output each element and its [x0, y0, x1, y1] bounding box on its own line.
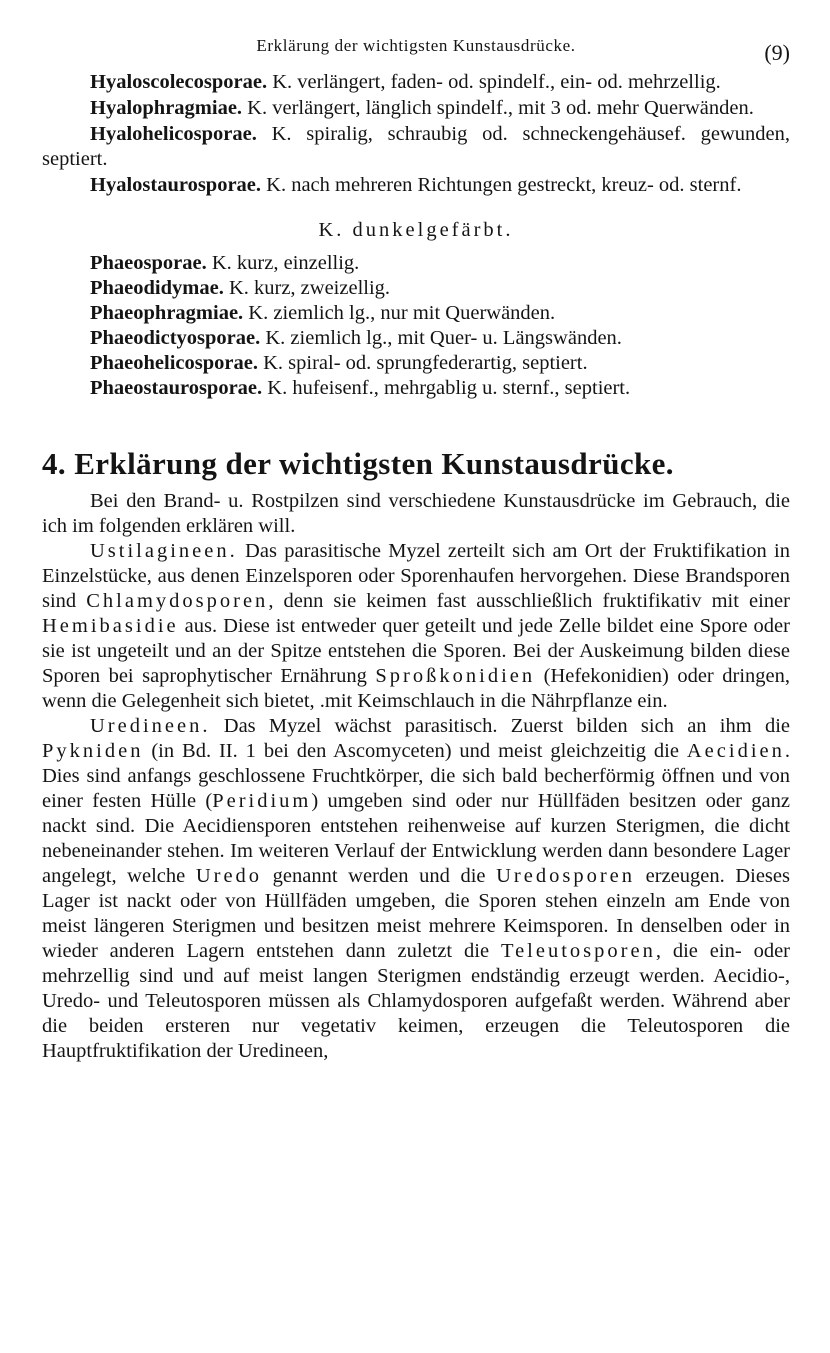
- key-description: K. kurz, zweizellig.: [223, 277, 391, 299]
- spaced-term: Uredosporen: [496, 865, 636, 887]
- key-term: Phaeosporae.: [90, 252, 207, 274]
- key-term: Phaeophragmiae.: [90, 302, 244, 324]
- phaeo-key: [42, 251, 790, 401]
- uredineen-paragraph: Uredineen. Das Myzel wächst parasitisch. Zuerst bilden sich an ihm die Pykniden (in Bd. II. 1 bei den Ascomyceten) und meist gleichzeitig die Aecidien. Dies sind anfangs geschlossene Fruchtkörper, die sich bald becherförmig öffnen und von einer festen Hülle (Peridium) umgeben sind oder nur Hüllfäden besitzen oder ganz nackt sind. Die Aecidiensporen entstehen reihenweise auf kurzen Sterigmen, die dicht nebeneinander stehen. Im weiteren Verlauf der Entwicklung werden dann besondere Lager angelegt, welche Uredo genannt werden und die Uredosporen erzeugen. Dieses Lager ist nackt oder von Hüllfäden umgeben, die Sporen stehen einzeln am Ende von meist längeren Sterigmen und besitzen meist mehrere Keimsporen. In denselben oder in wieder anderen Lagern entstehen dann zuletzt die Teleutosporen, die ein- oder mehrzellig sind und auf meist langen Sterigmen endständig erzeugt werden. Aecidio-, Uredo- und Teleutosporen müssen als Chlamydosporen aufgefaßt werden. Während aber die beiden ersteren nur vegetativ keimen, erzeugen die Teleutosporen die Hauptfruktifikation der Uredineen,: [42, 715, 791, 1062]
- key-term: Hyaloscolecosporae.: [90, 71, 268, 93]
- key-term: Phaeodidymae.: [90, 277, 224, 299]
- spaced-term: Aecidien: [686, 740, 785, 762]
- running-title: Erklärung der wichtigsten Kunstausdrücke.: [256, 36, 576, 55]
- spaced-term: Uredineen.: [90, 715, 211, 737]
- key-description: K. ziemlich lg., mit Quer- u. Längswänden.: [260, 327, 622, 349]
- spaced-term: Pykniden: [42, 740, 144, 762]
- spaced-term: Ustilagineen.: [90, 540, 238, 562]
- running-head: [42, 30, 790, 70]
- section-heading: 4. Erklärung der wichtigsten Kunstausdrücke.: [42, 446, 674, 481]
- key-entry-phaeostaurosporae: [42, 376, 790, 401]
- intro-paragraph: Bei den Brand- u. Rostpilzen sind verschiedene Kunstausdrücke im Gebrauch, die ich im folgenden erklären will.: [42, 490, 790, 537]
- book-page: [42, 30, 790, 1064]
- key-entry-phaeosporae: [42, 251, 790, 276]
- key-term: Hyalostaurosporae.: [90, 174, 262, 196]
- key-entry-phaeodidymae: [42, 276, 790, 301]
- key-description: K. hufeisenf., mehrgablig u. sternf., septiert.: [262, 377, 631, 399]
- key-entry-hyalohelicosporae: [42, 122, 790, 172]
- key-entry-hyaloscolecosporae: [42, 70, 790, 95]
- spaced-term: Teleutosporen: [500, 940, 656, 962]
- spaced-term: Chlamydosporen: [86, 590, 269, 612]
- section-body: [42, 489, 790, 1064]
- spaced-term: Peridium: [212, 790, 312, 812]
- key-entry-phaeophragmiae: [42, 301, 790, 326]
- key-description: K. spiral- od. sprungfederartig, septiert.: [257, 352, 588, 374]
- ustilagineen-paragraph: Ustilagineen. Das parasitische Myzel zerteilt sich am Ort der Fruktifikation in Einzelstücke, aus denen Einzelsporen oder Sporenhaufen hervorgehen. Diese Brandsporen sind Chlamydosporen, denn sie keimen fast ausschließlich fruktifikativ mit einer Hemibasidie aus. Diese ist entweder quer geteilt und jede Zelle bildet eine Spore oder sie ist ungeteilt und an der Spitze entstehen die Sporen. Bei der Auskeimung bilden diese Sporen bei saprophytischer Ernährung Sproßkonidien (Hefekonidien) oder dringen, wenn die Gelegenheit sich bietet, .mit Keimschlauch in die Nährpflanze ein.: [42, 540, 790, 712]
- key-term: Hyalophragmiae.: [90, 97, 243, 119]
- spaced-term: Sproßkonidien: [375, 665, 536, 687]
- key-description: K. verlängert, faden- od. spindelf., ein- od. mehrzellig.: [267, 71, 721, 93]
- key-description: K. ziemlich lg., nur mit Querwänden.: [243, 302, 556, 324]
- key-description: K. spiralig, schraubig od. schneckengehäusef. gewunden, septiert.: [42, 123, 790, 170]
- key-entry-phaeodictyosporae: [42, 326, 790, 351]
- key-term: Hyalohelicosporae.: [90, 123, 257, 145]
- key-description: K. nach mehreren Richtungen gestreckt, kreuz- od. sternf.: [261, 174, 742, 196]
- key-term: Phaeodictyosporae.: [90, 327, 261, 349]
- key-entry-hyalostaurosporae: [42, 173, 790, 198]
- spaced-term: Hemibasidie: [42, 615, 179, 637]
- key-entry-phaeohelicosporae: [42, 351, 790, 376]
- page-number: (9): [764, 40, 790, 65]
- key-description: K. verlängert, länglich spindelf., mit 3 od. mehr Querwänden.: [242, 97, 754, 119]
- hyalo-key: [42, 70, 790, 198]
- key-entry-hyalophragmiae: [42, 96, 790, 121]
- key-term: Phaeostaurosporae.: [90, 377, 263, 399]
- key-term: Phaeohelicosporae.: [90, 352, 258, 374]
- spaced-term: Uredo: [195, 865, 263, 887]
- dark-group-heading: K. dunkelgefärbt.: [318, 219, 514, 241]
- key-description: K. kurz, einzellig.: [206, 252, 360, 274]
